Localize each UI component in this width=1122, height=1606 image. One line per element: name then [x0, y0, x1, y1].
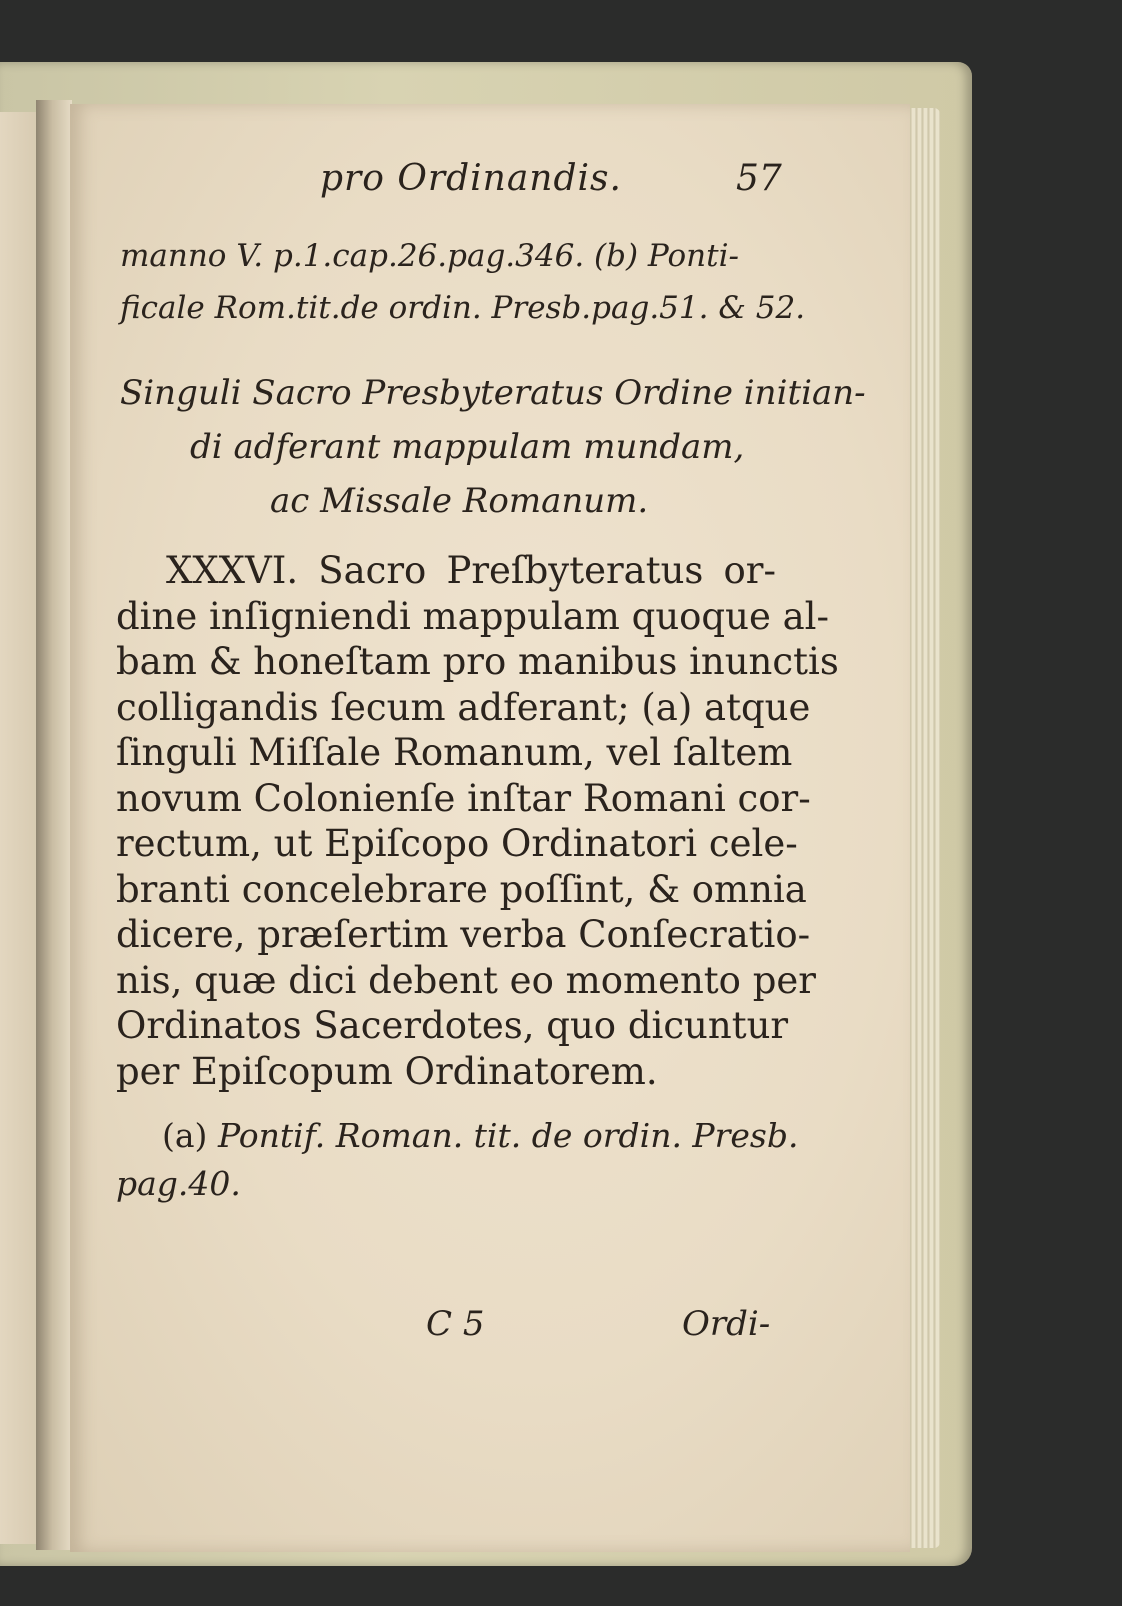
- body-line: Ordinatos Sacerdotes, quo dicuntur: [116, 1004, 789, 1047]
- heading-line: ac Missale Romanum.: [270, 481, 649, 521]
- footnote-line: [116, 1112, 799, 1160]
- body-line: XXXVI. Sacro Preſbyteratus or-: [166, 549, 776, 592]
- footnote-line: pag.40.: [116, 1164, 241, 1203]
- body-line: per Epiſcopum Ordinatorem.: [116, 1049, 658, 1093]
- body-line: branti concelebrare poſſint, & omnia: [116, 867, 807, 911]
- section-heading: [110, 366, 866, 528]
- body-line: dine inſigniendi mappulam quoque al-: [116, 594, 829, 638]
- body-line: colligandis ſecum adferant; (a) atque: [116, 685, 811, 729]
- footnote: [116, 1112, 799, 1208]
- body-line: rectum, ut Epiſcopo Ordinatori cele-: [116, 822, 798, 865]
- heading-line: Singuli Sacro Presbyteratus Ordine initian-: [120, 373, 866, 413]
- note-line: manno V. p.1.cap.26.pag.346. (b) Ponti-: [120, 238, 739, 274]
- page-footer: [70, 1304, 910, 1364]
- heading-line: di adferant mappulam mundam,: [190, 427, 745, 467]
- body-line: nis, quæ dici debent eo momento per: [116, 958, 816, 1002]
- page-header: [70, 158, 910, 218]
- body-line: novum Colonienſe inſtar Romani cor-: [116, 776, 811, 820]
- continued-note: [120, 230, 820, 334]
- footnote-marker: (a): [162, 1116, 208, 1155]
- catchword: Ordi-: [682, 1304, 771, 1344]
- body-paragraph: [116, 548, 839, 1094]
- footnote-citation: Pontif. Roman. tit. de ordin. Presb.: [217, 1116, 799, 1155]
- body-line: bam & honeſtam pro manibus inunctis: [116, 640, 839, 683]
- body-line: ſinguli Miſſale Romanum, vel ſaltem: [116, 731, 793, 774]
- note-line: ficale Rom.tit.de ordin. Presb.pag.51. & 52.: [120, 290, 806, 326]
- running-title: pro Ordinandis.: [320, 158, 622, 199]
- book-page: [70, 104, 910, 1552]
- page-number: 57: [736, 158, 782, 199]
- previous-page-edge: [0, 112, 39, 1544]
- signature-mark: C 5: [426, 1304, 485, 1344]
- book-gutter: [36, 100, 72, 1550]
- body-line: dicere, præſertim verba Conſecratio-: [116, 913, 811, 956]
